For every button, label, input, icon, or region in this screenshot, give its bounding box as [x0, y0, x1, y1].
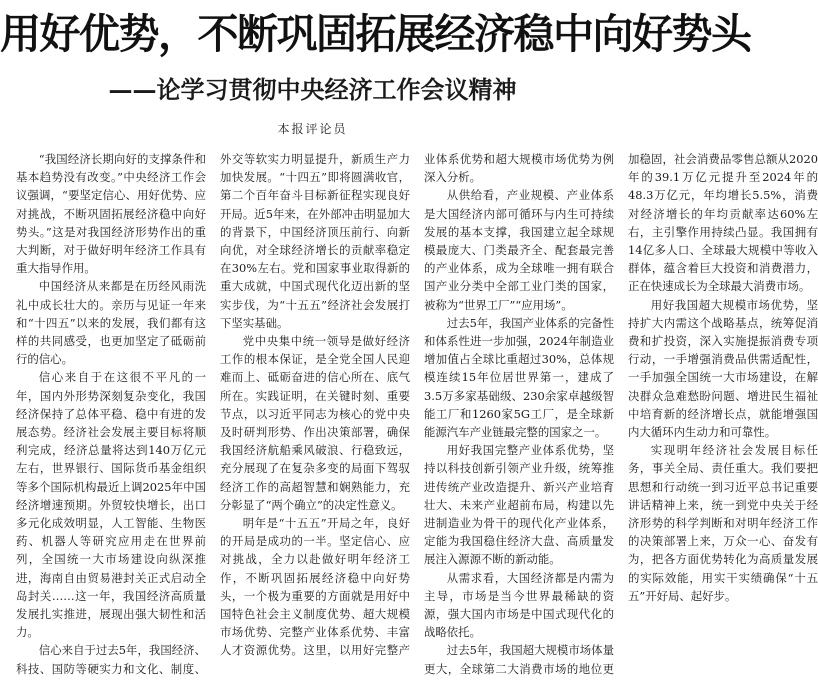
byline: 本报评论员: [277, 122, 348, 136]
paragraph: 信心来自于在这很不平凡的一年，国内外形势深刻复杂变化，我国经济保持了总体平稳、稳中有进的发展态势。经济社会发展主要目标将顺利完成，经济总量将达到140万亿元左右，世界银行、国际货币基金组织等多个国际机构最近上调2025年中国经济增速预期。外贸较快增长，出口多元化成效明显，人工智能、生物医药、机器人等研究应用走在世界前列，全国统一大市场建设向纵深推进，海南自由贸易港封关正式启动全岛封关……这一年，我国经济高质量发展扎实推进，展现出强大韧性和活力。: [16, 370, 206, 640]
paragraph: 用好我国完整产业体系优势，坚持以科技创新引领产业升级，统筹推进传统产业改造提升、新兴产业培育壮大、未来产业超前布局，构建以先进制造业为骨干的现代化产业体系，定能为我国稳住经济大盘、高质量发展注入源源不断的新动能。: [424, 443, 614, 567]
paragraph: “我国经济长期向好的支撑条件和基本趋势没有改变。”中央经济工作会议强调，“要坚定信心、用好优势、应对挑战，不断巩固拓展经济稳中向好势头。”这是对我国经济形势作出的重大判断，对于做好明年经济工作具有重大指导作用。: [16, 152, 206, 276]
paragraph: 用好我国超大规模市场优势，坚持扩大内需这个战略基点，统筹促消费和扩投资，深入实施提振消费专项行动，一手增强消费品供需适配性，一手加强全国统一大市场建设，在解决群众急难愁盼问题、增进民生福祉中培育新的经济增长点，就能增强国内大循环内生动力和可靠性。: [628, 297, 818, 440]
paragraph: 信心来自于过去5年，我国经济、科技、国防等硬实力和文化、制度、外交等软实力明显提升，新质生产力加快发展。“十四五”即将圆满收官，第二个百年奋斗目标新征程实现良好开局。近5年来，在外部冲击明显加大的背景下，中国经济顶压前行、向新向优，对全球经济增长的贡献率稳定在30%左右。党和国家事业取得新的重大成就，中国式现代化迈出新的坚实步伐，为“十五五”经济社会发展打下坚实基础。: [16, 152, 410, 676]
paragraph: 实现明年经济社会发展目标任务，事关全局、责任重大。我们要把思想和行动统一到习近平总书记重要讲话精神上来，统一到党中央关于经济形势的科学判断和对明年经济工作的决策部署上来，万众一心、奋发有为，把各方面优势转化为高质量发展的实际效能，用实干实绩确保“十五五”开好局、起好步。: [628, 443, 818, 603]
paragraph: 从需求看，大国经济都是内需为主导，市场是当今世界最稀缺的资源，强大国内市场是中国式现代化的战略依托。: [424, 570, 614, 640]
paragraph: 明年是“十五五”开局之年，良好的开局是成功的一半。坚定信心、应对挑战，全力以赴做好明年经济工作，不断巩固拓展经济稳中向好势头，一个极为重要的方面就是用好中国特色社会主义制度优势、超大规模市场优势、完整产业体系优势、丰富人才资源优势。这里，以用好完整产业体系优势和超大规模市场优势为例深入分析。: [220, 152, 614, 658]
subheadline: ——论学习贯彻中央经济工作会议精神: [108, 75, 517, 104]
paragraph: 过去5年，我国产业体系的完备性和体系性进一步加强，2024年制造业增加值占全球比重超过30%，总体规模连续15年位居世界第一，建成了3.5万多家基础级、230余家卓越级智能工厂和1260家5G工厂，是全球新能源汽车产业链最完整的国家之一。: [424, 315, 614, 440]
paragraph: 从供给看，产业规模、产业体系是大国经济内部可循环与内生可持续发展的基本支撑，我国建立起全球规模最庞大、门类最齐全、配套最完善的产业体系，成为全球唯一拥有联合国产业分类中全部工业门类的国家，被称为“世界工厂”“应用场”。: [424, 188, 614, 312]
paragraph: 党中央集中统一领导是做好经济工作的根本保证，是全党全国人民迎难而上、砥砺奋进的信心所在、底气所在。实践证明，在关键时刻、重要节点，以习近平同志为核心的党中央及时研判形势、作出决策部署，确保我国经济航船乘风破浪、行稳致远，充分展现了在复杂多变的局面下驾驭经济工作的高超智慧和娴熟能力，充分彰显了“两个确立”的决定性意义。: [220, 334, 410, 512]
paragraph: 中国经济从来都是在历经风雨洗礼中成长壮大的。亲历与见证一年来和“十四五”以来的发展，我们都有这样的共同感受，也更加坚定了砥砺前行的信心。: [16, 279, 206, 367]
paragraph: 过去5年，我国超大规模市场体量更大，全球第二大消费市场的地位更加稳固，社会消费品零售总额从2020年的39.1万亿元提升至2024年的48.3万亿元，年均增长5.5%，消费对经济增长的年均贡献率达60%左右，主引擎作用持续凸显。我国拥有14亿多人口、全球最大规模中等收入群体，蕴含着巨大投资和消费潜力，正在快速成长为全球最大消费市场。: [424, 152, 818, 676]
article-body: [16, 150, 818, 690]
headline: 用好优势，不断巩固拓展经济稳中向好势头: [0, 10, 751, 58]
